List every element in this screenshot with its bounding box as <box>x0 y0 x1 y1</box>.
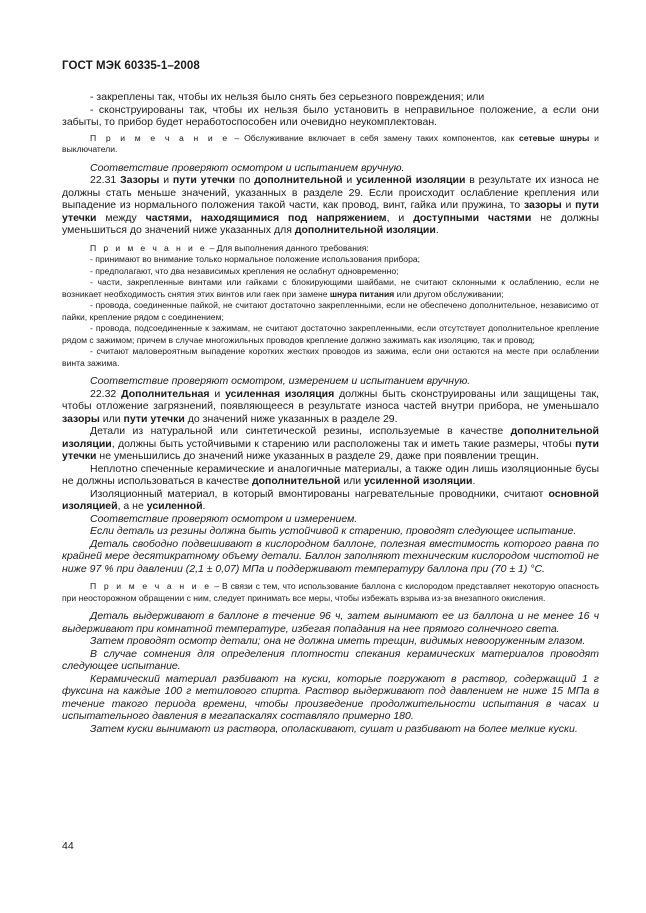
note-item: - считают маловероятным выпадение коротких жестких проводов из зажима, если они остаются на месте при ослаблении винта зажима. <box>62 346 599 368</box>
paragraph: - сконструированы так, чтобы их нельзя было установить в неправильное положение, а если они забыты, то прибор будет неработоспособен или очевидно неукомплектован. <box>62 103 599 128</box>
page-number: 44 <box>62 840 74 852</box>
paragraph: Неплотно спеченные керамические и аналогичные материалы, а также один лишь изоляционные бусы не должны использоваться в качестве дополнительной или усиленной изоляции. <box>62 462 599 487</box>
test-procedure: Если деталь из резины должна быть устойчивой к старению, проводят следующее испытание. <box>90 525 577 537</box>
note-item: - принимают во внимание только нормальное положение использования прибора; <box>90 254 421 264</box>
document-body <box>62 91 599 735</box>
paragraph: Изоляционный материал, в который вмонтированы нагревательные проводники, считают основной изоляцией, а не усиленной. <box>62 487 599 512</box>
note-item: - части, закрепленные винтами или гайками с блокирующими шайбами, не считают склонными к ослаблению, если не возникает необходимость снятия этих винтов или гаек при замене шнура питания или другом обслуживании; <box>62 277 599 299</box>
document-header: ГОСТ МЭК 60335-1–2008 <box>62 60 200 72</box>
test-procedure: Керамический материал разбивают на куски, которые погружают в раствор, содержащий 1 г фуксина на каждые 100 г метилового спирта. Раствор выдерживают под давлением не ниже 15 МПа в течение такого периода времени, чтобы произведение продолжительности испытания в часах и испытательного давления в мегапаскалях составляло примерно 180. <box>62 672 599 722</box>
test-procedure: Затем проводят осмотр детали; она не должна иметь трещин, видимых невооруженным глазом. <box>90 635 586 647</box>
compliance-check: Соответствие проверяют осмотром и измерением. <box>90 512 358 525</box>
note: П р и м е ч а н и е – Обслуживание включает в себя замену таких компонентов, как сетевые шнуры и выключатели. <box>62 132 599 154</box>
note-item: - провода, подсоединенные к зажимам, не считают достаточно закрепленными, если отсутствует дополнительное крепление рядом с зажимом; причем в случае многожильных проводов крепление должно зажимать как изоляцию, так и провод; <box>62 323 599 345</box>
compliance-check: Соответствие проверяют осмотром, измерением и испытанием вручную. <box>90 375 471 387</box>
test-procedure: Деталь свободно подвешивают в кислородном баллоне, полезная вместимость которого равна по крайней мере десятикратному объему детали. Баллон заполняют техническим кислородом чистотой не ниже 97 % при давлении (2,1 ± 0,07) МПа и поддерживают температуру баллона при (70 ± 1) °С. <box>62 537 599 575</box>
clause-22-31: 22.31 Зазоры и пути утечки по дополнительной и усиленной изоляции в результате их износа не должны стать меньше значений, указанных в разделе 29. Если происходит ослабление крепления или выпадение из нормального положения такой части, как провод, винт, гайка или пружина, то зазоры и пути утечки между частями, находящимися под напряжением, и доступными частями не должны уменьшиться до значений ниже указанных для дополнительной изоляции. <box>62 174 599 236</box>
paragraph: Детали из натуральной или синтетической резины, используемые в качестве дополнительной изоляции, должны быть устойчивыми к старению или расположены так и иметь такие размеры, чтобы пути утечки не уменьшились до значений ниже указанных в разделе 29, даже при появлении трещин. <box>62 425 599 462</box>
test-procedure: Затем куски вынимают из раствора, ополаскивают, сушат и разбивают на более мелкие куски. <box>90 722 578 735</box>
note: П р и м е ч а н и е – Для выполнения данного требования: <box>90 242 369 253</box>
test-procedure: В случае сомнения для определения плотности спекания керамических материалов проводят следующее испытание. <box>62 647 599 672</box>
test-procedure: Деталь выдерживают в баллоне в течение 96 ч, затем вынимают ее из баллона и не менее 16 ч выдерживают при комнатной температуре, избегая попадания на нее прямого солнечного света. <box>62 610 599 635</box>
clause-22-32: 22.32 Дополнительная и усиленная изоляция должны быть сконструированы или защищены так, чтобы отложение загрязнений, появляющееся в результате износа частей внутри прибора, не уменьшало зазоры или пути утечки до значений ниже указанных в разделе 29. <box>62 387 599 425</box>
compliance-check: Соответствие проверяют осмотром и испытанием вручную. <box>90 161 405 174</box>
note-item: - провода, соединенные пайкой, не считают достаточно закрепленными, если не обеспечено дополнительное, независимо от пайки, крепление рядом с соединением; <box>62 300 599 322</box>
note: П р и м е ч а н и е – В связи с тем, что использование баллона с кислородом представляет некоторую опасность при неосторожном обращении с ним, следует принимать все меры, чтобы избежать взрыва из-за внезапного окисления. <box>62 581 599 603</box>
note-item: - предполагают, что два независимых крепления не ослабнут одновременно; <box>90 265 399 276</box>
paragraph: - закреплены так, чтобы их нельзя было снять без серьезного повреждения; или <box>90 91 485 103</box>
